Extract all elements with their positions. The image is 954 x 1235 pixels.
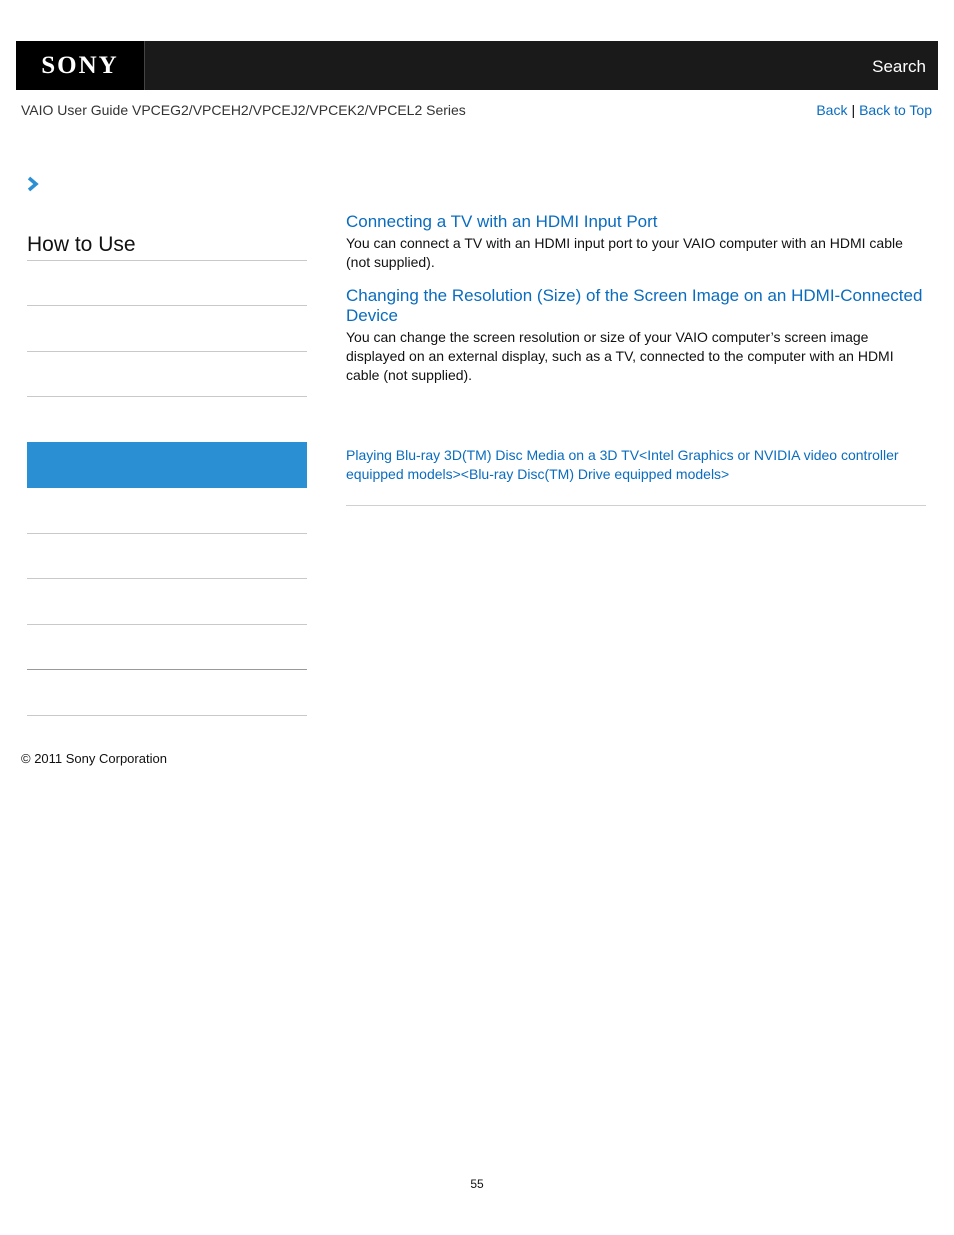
page-number: 55 xyxy=(470,1177,484,1191)
sidebar-divider xyxy=(27,669,307,670)
sidebar-divider xyxy=(27,624,307,625)
topic-description: You can connect a TV with an HDMI input port to your VAIO computer with an HDMI cable (not supplied). xyxy=(346,235,903,270)
sidebar-divider xyxy=(27,260,307,261)
topic-block xyxy=(346,212,926,272)
chevron-right-icon[interactable] xyxy=(26,176,40,192)
header-bar xyxy=(16,41,938,90)
sidebar-divider xyxy=(27,578,307,579)
main-content xyxy=(346,212,926,385)
back-to-top-link[interactable]: Back to Top xyxy=(859,102,932,118)
content-divider xyxy=(346,505,926,506)
sidebar-divider xyxy=(27,305,307,306)
sony-logo xyxy=(16,41,145,90)
sidebar-item-active[interactable] xyxy=(27,442,307,488)
related-topics xyxy=(346,446,926,484)
top-nav xyxy=(816,102,932,118)
sidebar-divider xyxy=(27,715,307,716)
sidebar-divider xyxy=(27,533,307,534)
topic-link-changing-resolution[interactable]: Changing the Resolution (Size) of the Screen Image on an HDMI-Connected Device xyxy=(346,286,923,325)
brand-text: SONY xyxy=(41,51,119,79)
sidebar-heading: How to Use xyxy=(27,233,136,256)
back-link[interactable]: Back xyxy=(816,102,848,118)
sidebar-divider xyxy=(27,396,307,397)
topic-block xyxy=(346,286,926,385)
topic-description: You can change the screen resolution or size of your VAIO computer’s screen image displayed on an external display, such as a TV, connected to the computer with an HDMI cable (not supplied). xyxy=(346,329,894,383)
sidebar-divider xyxy=(27,351,307,352)
related-link-bluray-3d[interactable]: Playing Blu-ray 3D(TM) Disc Media on a 3D TV<Intel Graphics or NVIDIA video controller equipped models><Blu-ray Disc(TM) Drive equipped models> xyxy=(346,447,899,482)
nav-separator: | xyxy=(851,102,856,118)
topic-link-connecting-tv[interactable]: Connecting a TV with an HDMI Input Port xyxy=(346,212,658,231)
guide-title: VAIO User Guide VPCEG2/VPCEH2/VPCEJ2/VPCEK2/VPCEL2 Series xyxy=(21,102,466,118)
copyright: © 2011 Sony Corporation xyxy=(21,751,167,766)
search-link[interactable]: Search xyxy=(872,57,926,76)
